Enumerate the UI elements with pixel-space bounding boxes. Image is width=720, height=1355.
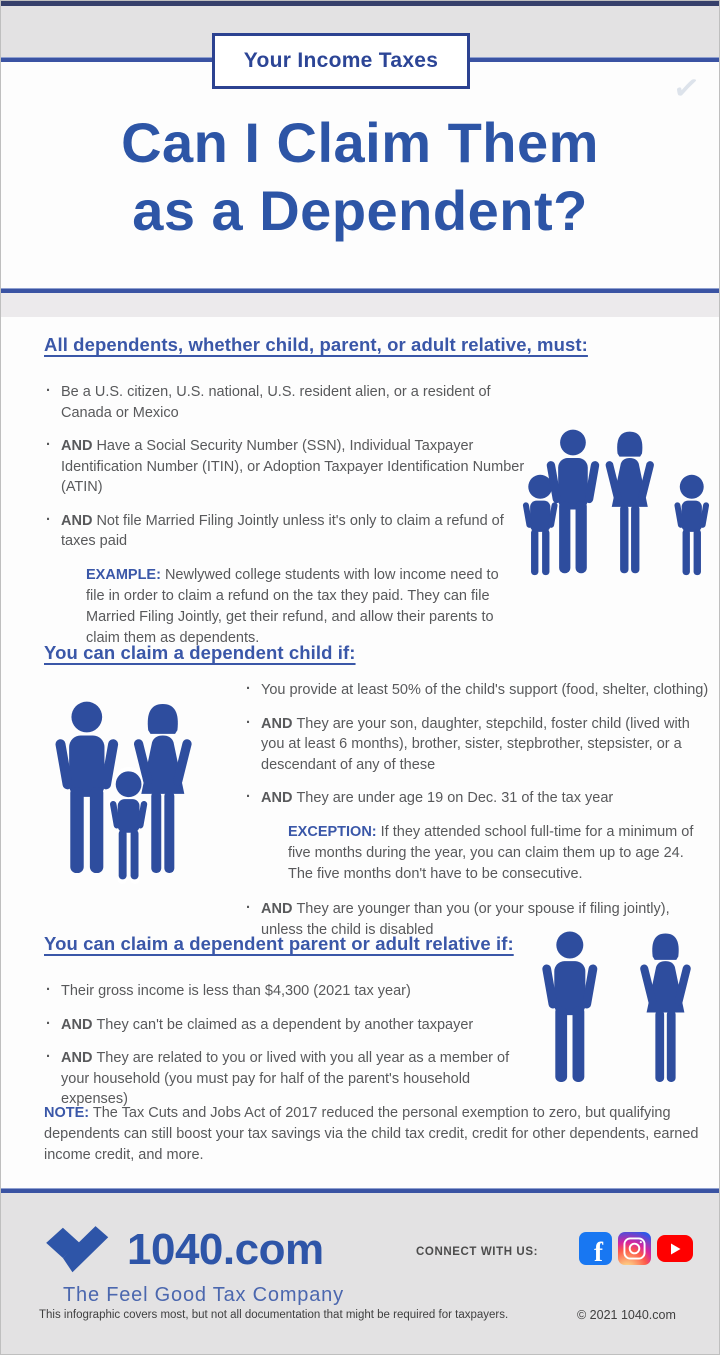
bullet-bold: AND <box>61 1050 97 1067</box>
section-heading: You can claim a dependent parent or adult relative if: <box>44 933 514 954</box>
example-text: Newlywed college students with low income need to file in order to claim a refund on the tax they paid. They can file Married Filing Jointly, get their refund, and allow their parents to claim them as dependents. <box>86 567 499 647</box>
two-adults-icon <box>531 929 707 1091</box>
category-tag-label: Your Income Taxes <box>243 49 439 72</box>
bullet-text: You provide at least 50% of the child's support (food, shelter, clothing) <box>261 682 709 698</box>
bullet-item <box>44 511 541 552</box>
note-text: The Tax Cuts and Jobs Act of 2017 reduced the personal exemption to zero, but qualifying dependents can still boost your tax savings via the child tax credit, credit for other dependents, earned income credit, and more. <box>44 1105 699 1164</box>
logo-check-icon <box>43 1219 113 1281</box>
facebook-icon[interactable] <box>579 1232 612 1265</box>
bullet-bold: AND <box>61 1016 97 1033</box>
social-icons-row <box>579 1232 693 1265</box>
parents-with-child-icon <box>45 699 235 884</box>
logo-1040[interactable] <box>43 1219 324 1281</box>
bullet-item <box>44 436 541 498</box>
youtube-icon[interactable] <box>657 1235 693 1262</box>
bullet-text: They are under age 19 on Dec. 31 of the tax year <box>296 790 614 807</box>
bullet-bold: AND <box>61 512 97 529</box>
bullet-item <box>244 680 714 701</box>
bullet-item <box>244 714 714 776</box>
bullet-text: Be a U.S. citizen, U.S. national, U.S. resident alien, or a resident of Canada or Mexico <box>61 384 491 421</box>
bullet-bold: AND <box>261 715 297 732</box>
exception-label: EXCEPTION: <box>288 823 377 840</box>
bullet-item <box>44 1048 524 1110</box>
bullet-text: Have a Social Security Number (SSN), Individual Taxpayer Identification Number (ITIN), or Adoption Taxpayer Identification Number (ATIN) <box>61 438 525 496</box>
check-icon: ✓ <box>670 68 703 108</box>
bullet-bold: AND <box>261 900 297 917</box>
company-tagline: The Feel Good Tax Company <box>63 1284 344 1306</box>
logo-text: 1040.com <box>127 1225 324 1274</box>
footer-copyright: © 2021 1040.com <box>577 1308 676 1322</box>
bullet-bold: AND <box>61 438 97 455</box>
bullet-bold: AND <box>261 790 297 807</box>
bullet-text: Not file Married Filing Jointly unless it's only to claim a refund of taxes paid <box>61 512 504 550</box>
bullet-text: They are related to you or lived with you all year as a member of your household (you must pay for half of the parent's household expenses) <box>61 1050 510 1108</box>
page-title <box>1 109 719 246</box>
bullet-item <box>44 382 541 423</box>
note-paragraph <box>44 1103 706 1166</box>
footer-disclaimer: This infographic covers most, but not all documentation that might be required for taxpayers. <box>39 1309 509 1321</box>
bullet-text: They are your son, daughter, stepchild, foster child (lived with you at least 6 months), brother, sister, stepbrother, stepsister, or a descendant of any of these <box>261 715 690 773</box>
exception-callout <box>288 822 710 885</box>
page-title-line2: as a Dependent? <box>132 179 588 243</box>
example-label: EXAMPLE: <box>86 567 161 584</box>
bullet-item <box>44 981 524 1002</box>
category-tag-box <box>212 33 470 89</box>
family-of-four-icon <box>517 429 715 580</box>
bullet-text: Their gross income is less than $4,300 (2021 tax year) <box>61 983 411 999</box>
example-callout <box>86 565 518 649</box>
bullet-text: They are younger than you (or your spouse if filing jointly), unless the child is disabled <box>261 900 670 938</box>
mid-gray-band <box>1 293 719 317</box>
exception-text: If they attended school full-time for a minimum of five months during the year, you can claim them up to age 24. The five months don't have to be consecutive. <box>288 823 694 882</box>
connect-with-us-label: CONNECT WITH US: <box>416 1246 539 1258</box>
bullet-item <box>44 1015 524 1036</box>
facebook-letter: f <box>594 1237 603 1265</box>
section-heading: You can claim a dependent child if: <box>44 642 356 663</box>
section-heading: All dependents, whether child, parent, or adult relative, must: <box>44 334 588 355</box>
instagram-icon[interactable] <box>618 1232 651 1265</box>
bullet-text: They can't be claimed as a dependent by another taxpayer <box>96 1016 474 1033</box>
bullet-item <box>244 788 714 809</box>
note-label: NOTE: <box>44 1105 90 1121</box>
page-title-line1: Can I Claim Them <box>121 111 599 174</box>
